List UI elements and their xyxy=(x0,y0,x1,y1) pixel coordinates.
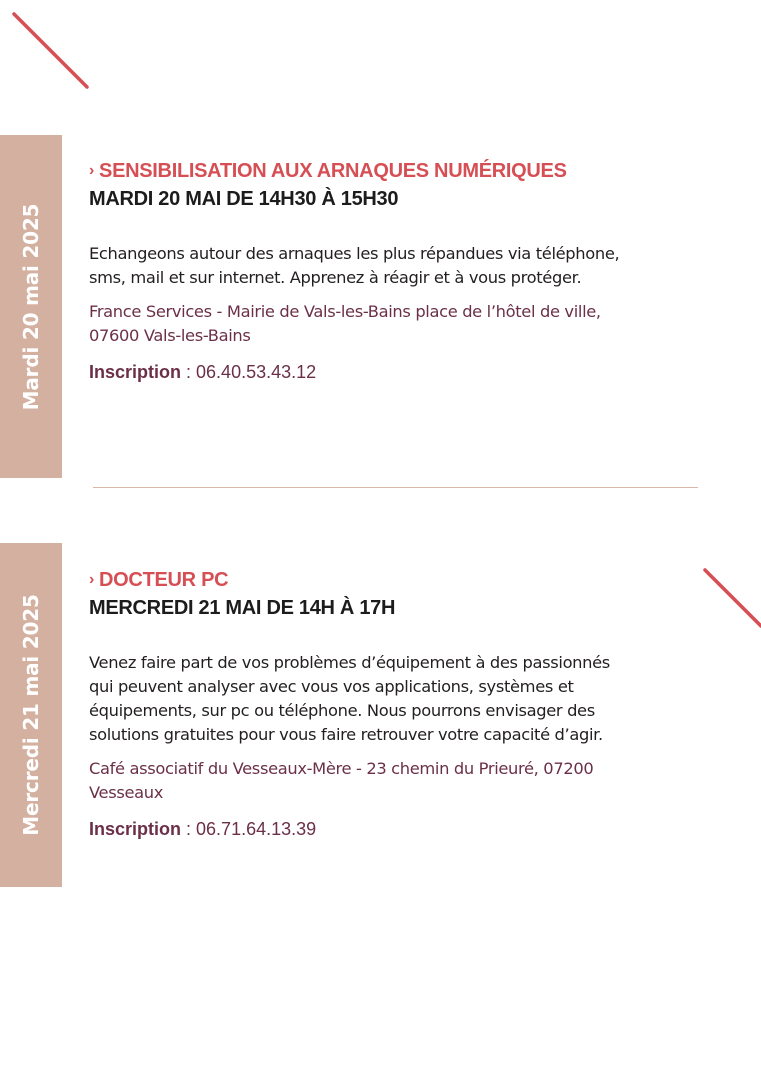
description-line: Venez faire part de vos problèmes d’équipement à des passionnés xyxy=(89,653,610,672)
registration-label: Inscription xyxy=(89,819,182,839)
date-tab xyxy=(0,543,62,887)
event-title-text: DOCTEUR PC xyxy=(99,569,229,591)
chevron-right-icon: › xyxy=(89,571,95,588)
event-time: MARDI 20 MAI DE 14H30 À 15H30 xyxy=(89,188,399,210)
date-tab-label: Mercredi 21 mai 2025 xyxy=(19,594,43,836)
chevron-right-icon: › xyxy=(89,162,95,179)
event-time: MERCREDI 21 MAI DE 14H À 17H xyxy=(89,597,396,619)
decorative-line-top-left xyxy=(14,14,87,87)
description-line: solutions gratuites pour vous faire retrouver votre capacité d’agir. xyxy=(89,725,603,744)
decorative-line-right xyxy=(705,570,761,626)
address-line: Vesseaux xyxy=(89,783,164,802)
date-tab xyxy=(0,135,62,478)
address-line: 07600 Vals-les-Bains xyxy=(89,326,251,345)
registration-phone[interactable]: 06.71.64.13.39 xyxy=(196,819,317,839)
event-card xyxy=(89,567,689,841)
registration-phone[interactable]: 06.40.53.43.12 xyxy=(196,362,317,382)
event-title xyxy=(89,158,689,186)
address-line: France Services - Mairie de Vals-les-Bains place de l’hôtel de ville, xyxy=(89,302,601,321)
event-address xyxy=(89,757,689,805)
event-title-text: SENSIBILISATION AUX ARNAQUES NUMÉRIQUES xyxy=(99,160,567,182)
event-card xyxy=(89,158,689,384)
event-registration: Inscription : 06.71.64.13.39 xyxy=(89,819,317,839)
event-registration: Inscription : 06.40.53.43.12 xyxy=(89,362,317,382)
section-divider xyxy=(93,487,698,488)
description-line: sms, mail et sur internet. Apprenez à réagir et à vous protéger. xyxy=(89,268,582,287)
event-description xyxy=(89,651,689,747)
description-line: qui peuvent analyser avec vous vos applications, systèmes et xyxy=(89,677,574,696)
date-tab-label: Mardi 20 mai 2025 xyxy=(19,203,43,410)
description-line: Echangeons autour des arnaques les plus répandues via téléphone, xyxy=(89,244,620,263)
event-title xyxy=(89,567,689,595)
registration-label: Inscription xyxy=(89,362,182,382)
event-description xyxy=(89,242,689,290)
event-address xyxy=(89,300,689,348)
address-line: Café associatif du Vesseaux-Mère - 23 chemin du Prieuré, 07200 xyxy=(89,759,594,778)
description-line: équipements, sur pc ou téléphone. Nous pourrons envisager des xyxy=(89,701,595,720)
